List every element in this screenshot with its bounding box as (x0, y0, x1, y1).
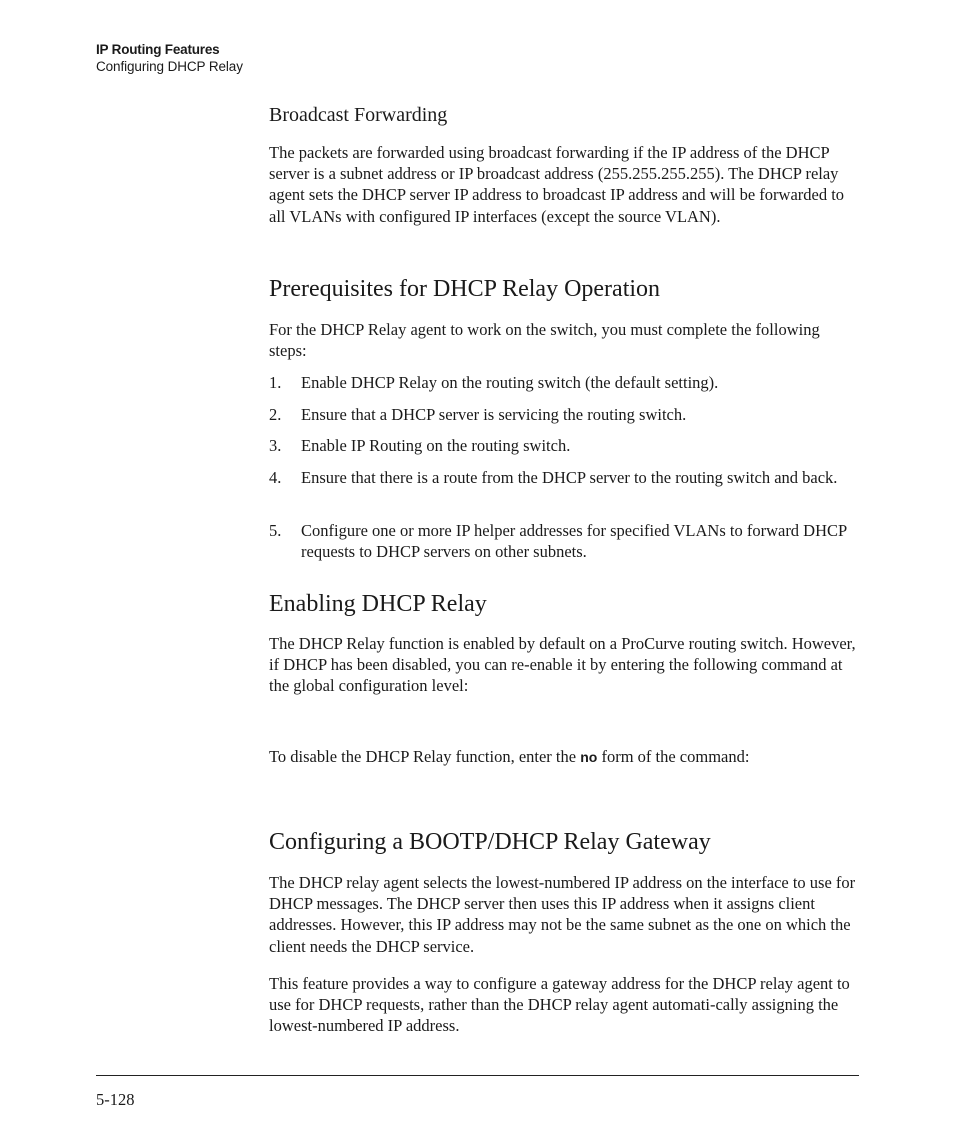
step-number: 5. (269, 521, 282, 540)
page-number: 5-128 (96, 1090, 135, 1109)
disable-prefix: To disable the DHCP Relay function, enter the (269, 747, 577, 766)
step-text: Ensure that there is a route from the DHCP server to the routing switch and back. (301, 468, 838, 487)
step-number: 1. (269, 373, 282, 392)
step-number: 2. (269, 405, 282, 424)
running-head (96, 41, 243, 75)
disable-suffix: form of the command: (601, 747, 750, 766)
step-item (269, 372, 859, 393)
prerequisites-heading: Prerequisites for DHCP Relay Operation (269, 276, 661, 302)
broadcast-forwarding-heading: Broadcast Forwarding (269, 104, 448, 126)
no-keyword: no (580, 749, 598, 765)
enabling-body: The DHCP Relay function is enabled by default on a ProCurve routing switch. However, if DHCP has been disabled, you can re-enable it by entering the following command at the global configuration level: (269, 634, 856, 696)
step-text: Enable DHCP Relay on the routing switch (the default setting). (301, 373, 719, 392)
step-number: 4. (269, 468, 282, 487)
broadcast-forwarding-body: The packets are forwarded using broadcast forwarding if the IP address of the DHCP server is a subnet address or IP broadcast address (255.255.255.255). The DHCP relay agent sets the DHCP server IP address to broadcast IP address and will be forwarded to all VLANs with configured IP interfaces (except the source VLAN). (269, 143, 845, 226)
step-text: Enable IP Routing on the routing switch. (301, 436, 571, 455)
gateway-paragraph-1: The DHCP relay agent selects the lowest-numbered IP address on the interface to use for DHCP messages. The DHCP server then uses this IP address when it assigns client addresses. However, this IP address may not be the same subnet as the one on which the client needs the DHCP service. (269, 873, 856, 956)
gateway-heading: Configuring a BOOTP/DHCP Relay Gateway (269, 829, 711, 855)
step-item (269, 520, 859, 562)
running-head-subtitle: Configuring DHCP Relay (96, 59, 243, 74)
disable-instruction (269, 746, 859, 768)
step-item (269, 467, 859, 488)
step-item (269, 435, 859, 456)
footer-rule (96, 1075, 859, 1076)
prerequisites-intro: For the DHCP Relay agent to work on the switch, you must complete the following steps: (269, 320, 820, 361)
step-item (269, 404, 859, 425)
running-head-title: IP Routing Features (96, 42, 220, 57)
enabling-heading: Enabling DHCP Relay (269, 591, 487, 617)
step-number: 3. (269, 436, 282, 455)
gateway-paragraph-2: This feature provides a way to configure a gateway address for the DHCP relay agent to use for DHCP requests, rather than the DHCP relay agent automati-cally assigning the lowest-numbered IP address. (269, 974, 850, 1036)
step-text: Ensure that a DHCP server is servicing the routing switch. (301, 405, 687, 424)
step-text: Configure one or more IP helper addresses for specified VLANs to forward DHCP requests to DHCP servers on other subnets. (301, 521, 847, 562)
